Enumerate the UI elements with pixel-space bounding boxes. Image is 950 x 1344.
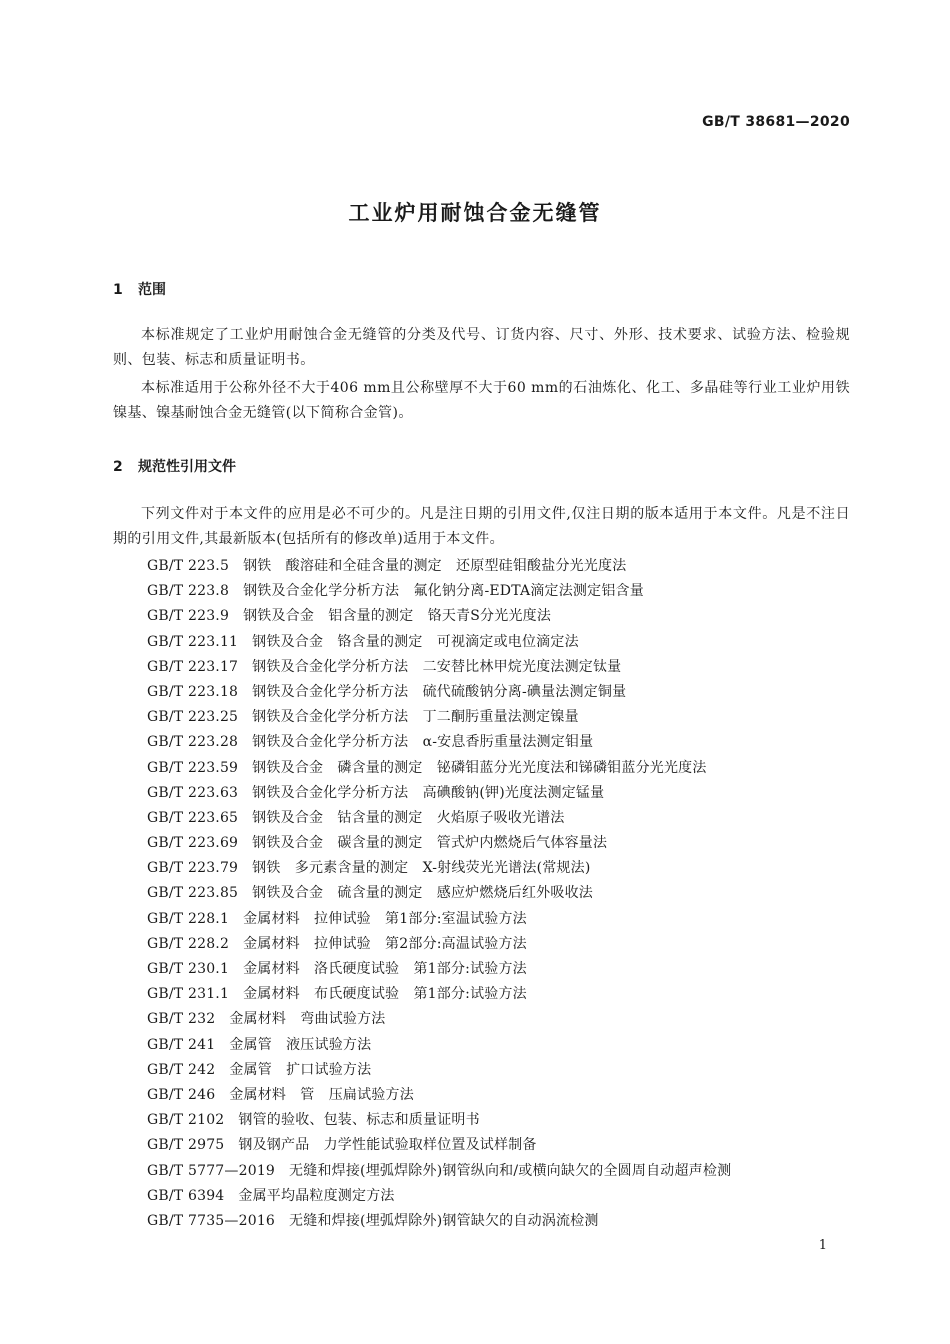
reference-title: 钢铁及合金 磷含量的测定 铋磷钼蓝分光光度法和锑磷钼蓝分光光度法 bbox=[252, 759, 707, 776]
section-2-heading bbox=[113, 456, 236, 476]
reference-item bbox=[147, 1033, 731, 1058]
reference-code: GB/T 223.69 bbox=[147, 835, 239, 852]
reference-code: GB/T 223.28 bbox=[147, 734, 239, 751]
section-2-title: 规范性引用文件 bbox=[138, 459, 236, 475]
reference-code: GB/T 223.11 bbox=[147, 633, 239, 650]
standard-code: GB/T 38681—2020 bbox=[702, 114, 850, 130]
document-title: 工业炉用耐蚀合金无缝管 bbox=[348, 201, 602, 225]
reference-title: 钢铁及合金化学分析方法 二安替比林甲烷光度法测定钛量 bbox=[252, 658, 622, 675]
reference-code: GB/T 223.85 bbox=[147, 885, 239, 902]
reference-item bbox=[147, 881, 731, 906]
scope-paragraph-2: 本标准适用于公称外径不大于406 mm且公称壁厚不大于60 mm的石油炼化、化工、多晶硅等行业工业炉用铁镍基、镍基耐蚀合金无缝管(以下简称合金管)。 bbox=[113, 380, 850, 421]
reference-code: GB/T 2102 bbox=[147, 1112, 225, 1129]
reference-title: 金属材料 拉伸试验 第2部分:高温试验方法 bbox=[243, 935, 527, 952]
reference-code: GB/T 223.5 bbox=[147, 558, 230, 574]
reference-code: GB/T 228.1 bbox=[147, 910, 230, 927]
reference-item bbox=[147, 957, 731, 982]
reference-code: GB/T 230.1 bbox=[147, 961, 230, 977]
section-1-heading bbox=[113, 279, 166, 299]
reference-title: 金属材料 洛氏硬度试验 第1部分:试验方法 bbox=[243, 961, 527, 977]
reference-title: 钢铁及合金 硫含量的测定 感应炉燃烧后红外吸收法 bbox=[252, 885, 593, 902]
reference-code: GB/T 7735—2016 bbox=[147, 1212, 276, 1229]
reference-item bbox=[147, 705, 731, 730]
reference-code: GB/T 223.59 bbox=[147, 759, 239, 776]
reference-code: GB/T 242 bbox=[147, 1061, 216, 1078]
reference-item bbox=[147, 579, 731, 604]
reference-title: 无缝和焊接(埋弧焊除外)钢管缺欠的自动涡流检测 bbox=[289, 1212, 599, 1229]
page-number: 1 bbox=[818, 1238, 827, 1253]
reference-title: 钢铁及合金化学分析方法 硫代硫酸钠分离-碘量法测定铜量 bbox=[252, 683, 627, 700]
reference-item bbox=[147, 781, 731, 806]
reference-title: 金属平均晶粒度测定方法 bbox=[238, 1187, 395, 1204]
reference-item bbox=[147, 1184, 731, 1209]
reference-code: GB/T 223.25 bbox=[147, 709, 239, 726]
reference-item bbox=[147, 1083, 731, 1108]
reference-item bbox=[147, 907, 731, 932]
reference-title: 钢及钢产品 力学性能试验取样位置及试样制备 bbox=[238, 1137, 537, 1154]
reference-item bbox=[147, 655, 731, 680]
reference-item bbox=[147, 604, 731, 629]
reference-code: GB/T 228.2 bbox=[147, 935, 230, 952]
reference-code: GB/T 223.63 bbox=[147, 784, 239, 801]
reference-title: 钢铁及合金 钴含量的测定 火焰原子吸收光谱法 bbox=[252, 809, 565, 826]
reference-item bbox=[147, 856, 731, 881]
reference-item bbox=[147, 1159, 731, 1184]
reference-code: GB/T 223.65 bbox=[147, 809, 239, 826]
reference-code: GB/T 223.79 bbox=[147, 860, 239, 877]
reference-item bbox=[147, 932, 731, 957]
reference-item bbox=[147, 1108, 731, 1133]
reference-title: 金属管 扩口试验方法 bbox=[229, 1061, 372, 1078]
reference-item bbox=[147, 680, 731, 705]
reference-code: GB/T 246 bbox=[147, 1086, 216, 1103]
reference-title: 无缝和焊接(埋弧焊除外)钢管纵向和/或横向缺欠的全圆周自动超声检测 bbox=[289, 1162, 732, 1179]
reference-title: 钢铁及合金 铝含量的测定 铬天青S分光光度法 bbox=[243, 608, 552, 625]
reference-item bbox=[147, 630, 731, 655]
reference-title: 钢管的验收、包装、标志和质量证明书 bbox=[238, 1112, 480, 1129]
reference-code: GB/T 223.8 bbox=[147, 583, 230, 600]
reference-item bbox=[147, 982, 731, 1007]
reference-code: GB/T 2975 bbox=[147, 1137, 225, 1154]
reference-title: 金属材料 布氏硬度试验 第1部分:试验方法 bbox=[243, 986, 527, 1003]
reference-item bbox=[147, 1058, 731, 1083]
section-1-number: 1 bbox=[113, 282, 123, 298]
reference-title: 钢铁及合金化学分析方法 氟化钠分离-EDTA滴定法测定铝含量 bbox=[243, 583, 644, 600]
section-2-number: 2 bbox=[113, 459, 123, 475]
references-intro: 下列文件对于本文件的应用是必不可少的。凡是注日期的引用文件,仅注日期的版本适用于本文件。凡是不注日期的引用文件,其最新版本(包括所有的修改单)适用于本文件。 bbox=[113, 506, 850, 547]
reference-item bbox=[147, 831, 731, 856]
reference-title: 金属材料 弯曲试验方法 bbox=[229, 1011, 386, 1028]
reference-item bbox=[147, 806, 731, 831]
reference-item bbox=[147, 756, 731, 781]
reference-item bbox=[147, 554, 731, 579]
reference-title: 钢铁 酸溶硅和全硅含量的测定 还原型硅钼酸盐分光光度法 bbox=[243, 558, 627, 574]
reference-title: 钢铁及合金 铬含量的测定 可视滴定或电位滴定法 bbox=[252, 633, 579, 650]
reference-code: GB/T 231.1 bbox=[147, 986, 230, 1003]
reference-item bbox=[147, 1209, 731, 1234]
reference-code: GB/T 5777—2019 bbox=[147, 1162, 276, 1179]
section-1-title: 范围 bbox=[138, 282, 166, 298]
reference-title: 钢铁 多元素含量的测定 X-射线荧光光谱法(常规法) bbox=[252, 860, 591, 877]
reference-code: GB/T 223.18 bbox=[147, 683, 239, 700]
reference-title: 钢铁及合金化学分析方法 α-安息香肟重量法测定钼量 bbox=[252, 734, 594, 751]
reference-code: GB/T 232 bbox=[147, 1011, 216, 1028]
reference-title: 金属材料 拉伸试验 第1部分:室温试验方法 bbox=[243, 910, 527, 927]
reference-code: GB/T 6394 bbox=[147, 1187, 225, 1204]
scope-paragraph-1: 本标准规定了工业炉用耐蚀合金无缝管的分类及代号、订货内容、尺寸、外形、技术要求、试验方法、检验规则、包装、标志和质量证明书。 bbox=[113, 327, 850, 368]
reference-item bbox=[147, 730, 731, 755]
reference-code: GB/T 223.9 bbox=[147, 608, 230, 625]
reference-item bbox=[147, 1133, 731, 1158]
reference-title: 钢铁及合金 碳含量的测定 管式炉内燃烧后气体容量法 bbox=[252, 835, 608, 852]
reference-code: GB/T 241 bbox=[147, 1036, 216, 1053]
normative-references-list bbox=[147, 554, 731, 1234]
reference-title: 金属材料 管 压扁试验方法 bbox=[229, 1086, 414, 1103]
reference-title: 钢铁及合金化学分析方法 丁二酮肟重量法测定镍量 bbox=[252, 709, 579, 726]
reference-code: GB/T 223.17 bbox=[147, 658, 239, 675]
reference-item bbox=[147, 1007, 731, 1032]
reference-title: 钢铁及合金化学分析方法 高碘酸钠(钾)光度法测定锰量 bbox=[252, 784, 605, 801]
reference-title: 金属管 液压试验方法 bbox=[229, 1036, 372, 1053]
